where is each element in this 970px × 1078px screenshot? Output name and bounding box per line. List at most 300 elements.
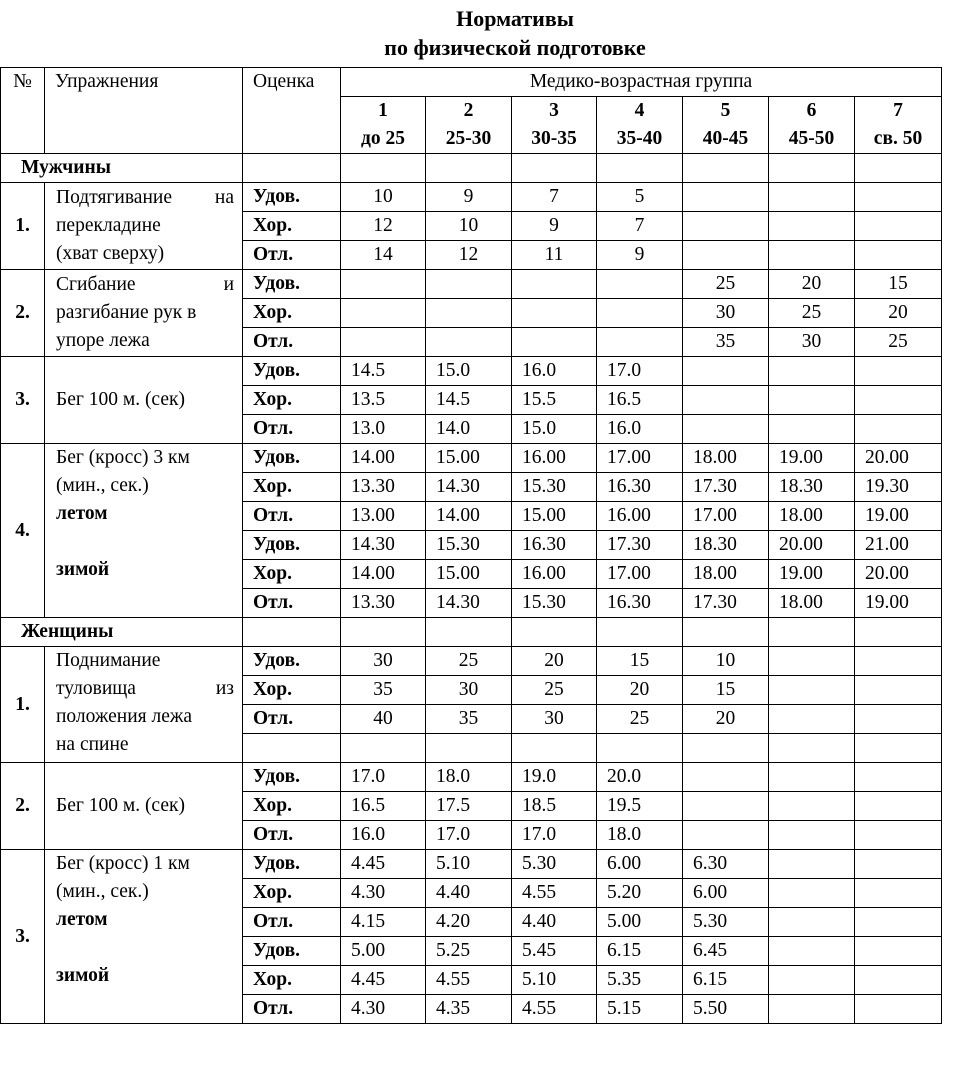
title-line-1: Нормативы bbox=[456, 6, 574, 31]
grade-label: Отл. bbox=[253, 418, 294, 439]
value-cell bbox=[683, 183, 769, 212]
empty-cell bbox=[243, 618, 341, 647]
value: 18.0 bbox=[607, 824, 642, 845]
exercise-line: Сгибание bbox=[56, 274, 136, 295]
exercise-line: положения лежа bbox=[56, 706, 193, 727]
header-group bbox=[341, 68, 942, 97]
value-cell bbox=[426, 676, 512, 705]
value: 18.00 bbox=[779, 505, 823, 526]
value: 6.15 bbox=[607, 940, 642, 961]
value-cell bbox=[341, 821, 426, 850]
value-cell bbox=[426, 705, 512, 734]
value-cell bbox=[597, 531, 683, 560]
empty-cell bbox=[769, 154, 855, 183]
grade-label: Отл. bbox=[253, 708, 294, 729]
value: 25 bbox=[629, 708, 650, 729]
group-age-label: 30-35 bbox=[531, 128, 577, 149]
table-row bbox=[1, 444, 942, 473]
value: 16.00 bbox=[522, 563, 566, 584]
value: 5.00 bbox=[607, 911, 642, 932]
value: 14.0 bbox=[436, 418, 471, 439]
value-cell bbox=[426, 473, 512, 502]
value-cell bbox=[769, 444, 855, 473]
value-cell bbox=[512, 908, 597, 937]
value: 19.30 bbox=[865, 476, 909, 497]
value: 6.15 bbox=[693, 969, 728, 990]
value: 16.5 bbox=[351, 795, 386, 816]
women-ex3-exercise bbox=[45, 850, 243, 1024]
men-ex3-num bbox=[1, 357, 45, 444]
value: 5.10 bbox=[436, 853, 471, 874]
value: 18.30 bbox=[779, 476, 823, 497]
value-cell bbox=[426, 879, 512, 908]
grade-label: Отл. bbox=[253, 911, 294, 932]
value: 20.00 bbox=[779, 534, 823, 555]
value: 16.30 bbox=[607, 592, 651, 613]
empty-cell bbox=[597, 618, 683, 647]
value-cell bbox=[597, 357, 683, 386]
value-cell bbox=[597, 966, 683, 995]
table-row bbox=[1, 270, 942, 299]
value-cell bbox=[855, 879, 942, 908]
value-cell bbox=[855, 212, 942, 241]
grade-label: Удов. bbox=[253, 766, 300, 787]
value-cell bbox=[597, 589, 683, 618]
value: 13.5 bbox=[351, 389, 386, 410]
value-cell bbox=[683, 299, 769, 328]
group-age bbox=[341, 125, 426, 154]
group-number-label: 4 bbox=[634, 100, 645, 121]
value-cell bbox=[683, 560, 769, 589]
grade-cell bbox=[243, 241, 341, 270]
value-cell bbox=[855, 705, 942, 734]
value: 12 bbox=[373, 215, 393, 236]
grade-label: Отл. bbox=[253, 824, 294, 845]
value: 25 bbox=[715, 273, 736, 294]
value-cell bbox=[341, 357, 426, 386]
value-cell bbox=[769, 386, 855, 415]
value: 19.00 bbox=[779, 447, 823, 468]
value: 7 bbox=[549, 186, 559, 207]
men-ex4-num-label: 4. bbox=[15, 519, 30, 541]
summer-label: летом bbox=[56, 503, 108, 524]
value: 12 bbox=[458, 244, 479, 265]
value-cell bbox=[512, 212, 597, 241]
value: 17.30 bbox=[693, 476, 737, 497]
grade-label: Отл. bbox=[253, 331, 294, 352]
value-cell bbox=[512, 821, 597, 850]
value-cell bbox=[683, 763, 769, 792]
men-ex2-num-label: 2. bbox=[15, 302, 30, 323]
empty-cell bbox=[512, 734, 597, 763]
value: 4.45 bbox=[351, 853, 386, 874]
group-number-label: 5 bbox=[720, 100, 731, 121]
grade-label: Отл. bbox=[253, 505, 294, 526]
value-cell bbox=[426, 792, 512, 821]
grade-cell bbox=[243, 995, 341, 1024]
value-cell bbox=[512, 328, 597, 357]
value: 14.30 bbox=[436, 592, 480, 613]
value: 10 bbox=[458, 215, 479, 236]
value-cell bbox=[341, 937, 426, 966]
value-cell bbox=[426, 357, 512, 386]
grade-cell bbox=[243, 560, 341, 589]
value-cell bbox=[597, 792, 683, 821]
value: 17.0 bbox=[607, 360, 642, 381]
value-cell bbox=[855, 763, 942, 792]
exercise-line: Бег (кросс) 1 км bbox=[56, 853, 190, 874]
value: 5.45 bbox=[522, 940, 557, 961]
value: 5.30 bbox=[522, 853, 557, 874]
value-cell bbox=[855, 937, 942, 966]
value-cell bbox=[341, 473, 426, 502]
value-cell bbox=[769, 299, 855, 328]
value-cell bbox=[855, 502, 942, 531]
value-cell bbox=[597, 937, 683, 966]
exercise-line: Бег 100 м. (сек) bbox=[56, 795, 185, 816]
value: 16.0 bbox=[607, 418, 642, 439]
value-cell bbox=[597, 850, 683, 879]
women-ex3-num-label: 3. bbox=[15, 925, 30, 947]
grade-cell bbox=[243, 966, 341, 995]
value-cell bbox=[855, 966, 942, 995]
value-cell bbox=[426, 444, 512, 473]
value: 5.20 bbox=[607, 882, 642, 903]
value-cell bbox=[341, 966, 426, 995]
group-age-label: 45-50 bbox=[788, 128, 835, 149]
table-row bbox=[1, 183, 942, 212]
table-row bbox=[1, 357, 942, 386]
grade-label: Удов. bbox=[253, 940, 300, 961]
value-cell bbox=[769, 502, 855, 531]
value-cell bbox=[341, 908, 426, 937]
value: 14 bbox=[373, 244, 393, 265]
value-cell bbox=[855, 415, 942, 444]
value-cell bbox=[855, 183, 942, 212]
value-cell bbox=[769, 705, 855, 734]
empty-cell bbox=[769, 618, 855, 647]
value: 18.30 bbox=[693, 534, 737, 555]
group-age-label: 35-40 bbox=[616, 128, 663, 149]
grade-label: Хор. bbox=[253, 215, 292, 236]
section-men-label bbox=[1, 154, 243, 183]
value: 15 bbox=[715, 679, 736, 700]
grade-cell bbox=[243, 270, 341, 299]
grade-label: Удов. bbox=[253, 186, 300, 207]
value-cell bbox=[683, 241, 769, 270]
group-number bbox=[426, 97, 512, 126]
value-cell bbox=[597, 560, 683, 589]
value-cell bbox=[512, 589, 597, 618]
value-cell bbox=[426, 299, 512, 328]
value: 15.30 bbox=[522, 476, 566, 497]
value-cell bbox=[426, 589, 512, 618]
value: 17.30 bbox=[693, 592, 737, 613]
grade-label: Отл. bbox=[253, 998, 294, 1019]
value: 16.30 bbox=[522, 534, 566, 555]
group-age bbox=[597, 125, 683, 154]
value-cell bbox=[512, 763, 597, 792]
group-number bbox=[597, 97, 683, 126]
winter-label: зимой bbox=[56, 559, 110, 580]
grade-cell bbox=[243, 589, 341, 618]
empty-cell bbox=[512, 154, 597, 183]
empty-cell bbox=[512, 618, 597, 647]
grade-cell bbox=[243, 415, 341, 444]
standards-table bbox=[0, 67, 942, 1024]
group-age-label: 25-30 bbox=[445, 128, 492, 149]
grade-cell bbox=[243, 908, 341, 937]
value: 21.00 bbox=[865, 534, 909, 555]
group-number-label: 1 bbox=[378, 100, 388, 121]
value: 5.50 bbox=[693, 998, 728, 1019]
value: 30 bbox=[715, 302, 736, 323]
empty-cell bbox=[426, 734, 512, 763]
value-cell bbox=[341, 589, 426, 618]
value: 17.5 bbox=[436, 795, 471, 816]
winter-label: зимой bbox=[56, 965, 110, 986]
value-cell bbox=[426, 502, 512, 531]
value-cell bbox=[426, 966, 512, 995]
exercise-line: (мин., сек.) bbox=[56, 881, 149, 902]
grade-cell bbox=[243, 821, 341, 850]
value-cell bbox=[683, 589, 769, 618]
document-title bbox=[0, 4, 970, 62]
grade-cell bbox=[243, 328, 341, 357]
value-cell bbox=[597, 676, 683, 705]
exercise-line: на спине bbox=[56, 734, 129, 755]
men-ex1-num-label: 1. bbox=[15, 215, 30, 236]
value-cell bbox=[855, 792, 942, 821]
grade-label: Удов. bbox=[253, 650, 300, 671]
value-cell bbox=[769, 676, 855, 705]
empty-cell bbox=[683, 734, 769, 763]
value: 15.5 bbox=[522, 389, 557, 410]
value: 4.30 bbox=[351, 882, 386, 903]
men-ex3-num-label: 3. bbox=[15, 389, 30, 410]
value-cell bbox=[426, 270, 512, 299]
value: 18.00 bbox=[693, 447, 737, 468]
grade-label: Удов. bbox=[253, 853, 300, 874]
value: 5.10 bbox=[522, 969, 557, 990]
empty-cell bbox=[341, 618, 426, 647]
group-number-label: 3 bbox=[549, 100, 559, 121]
value: 4.40 bbox=[522, 911, 557, 932]
value: 16.00 bbox=[607, 505, 651, 526]
empty-cell bbox=[855, 618, 942, 647]
value: 14.00 bbox=[351, 563, 395, 584]
women-ex1-exercise bbox=[45, 647, 243, 763]
table-row bbox=[1, 647, 942, 676]
value-cell bbox=[855, 531, 942, 560]
grade-cell bbox=[243, 386, 341, 415]
grade-label: Отл. bbox=[253, 592, 294, 613]
exercise-line: туловища bbox=[56, 678, 136, 699]
value-cell bbox=[683, 444, 769, 473]
value: 30 bbox=[373, 650, 393, 671]
header-row bbox=[1, 68, 942, 97]
value-cell bbox=[512, 705, 597, 734]
header-num bbox=[1, 68, 45, 154]
value: 9 bbox=[463, 186, 474, 207]
value: 18.5 bbox=[522, 795, 557, 816]
value: 13.0 bbox=[351, 418, 386, 439]
value-cell bbox=[426, 415, 512, 444]
value-cell bbox=[512, 647, 597, 676]
value-cell bbox=[512, 676, 597, 705]
value: 15.00 bbox=[522, 505, 566, 526]
value-cell bbox=[426, 647, 512, 676]
value-cell bbox=[426, 850, 512, 879]
men-ex2-num bbox=[1, 270, 45, 357]
value-cell bbox=[855, 473, 942, 502]
empty-cell bbox=[683, 618, 769, 647]
group-age-label: 40-45 bbox=[702, 128, 749, 149]
women-ex2-exercise bbox=[45, 763, 243, 850]
value-cell bbox=[769, 850, 855, 879]
group-number-label: 2 bbox=[463, 100, 474, 121]
value-cell bbox=[597, 502, 683, 531]
value-cell bbox=[855, 995, 942, 1024]
men-ex1-exercise bbox=[45, 183, 243, 270]
value-cell bbox=[341, 415, 426, 444]
value-cell bbox=[683, 386, 769, 415]
value-cell bbox=[769, 879, 855, 908]
value: 5 bbox=[634, 186, 645, 207]
value: 35 bbox=[373, 679, 393, 700]
men-ex4-num bbox=[1, 444, 45, 618]
value: 20 bbox=[544, 650, 564, 671]
value-cell bbox=[683, 502, 769, 531]
value: 13.00 bbox=[351, 505, 395, 526]
value-cell bbox=[683, 879, 769, 908]
value: 4.30 bbox=[351, 998, 386, 1019]
value-cell bbox=[341, 647, 426, 676]
grade-cell bbox=[243, 763, 341, 792]
value-cell bbox=[341, 328, 426, 357]
group-number bbox=[512, 97, 597, 126]
value-cell bbox=[769, 589, 855, 618]
empty-cell bbox=[426, 618, 512, 647]
value: 11 bbox=[544, 244, 564, 265]
value-cell bbox=[855, 647, 942, 676]
value-cell bbox=[769, 995, 855, 1024]
value-cell bbox=[769, 763, 855, 792]
value: 35 bbox=[458, 708, 479, 729]
value-cell bbox=[769, 821, 855, 850]
value: 15.0 bbox=[522, 418, 557, 439]
value-cell bbox=[597, 995, 683, 1024]
value-cell bbox=[597, 647, 683, 676]
value-cell bbox=[341, 241, 426, 270]
grade-cell bbox=[243, 212, 341, 241]
value-cell bbox=[426, 386, 512, 415]
value-cell bbox=[341, 386, 426, 415]
value: 13.30 bbox=[351, 592, 395, 613]
title-line-2: по физической подготовке bbox=[384, 35, 646, 60]
grade-label: Отл. bbox=[253, 244, 294, 265]
group-age bbox=[512, 125, 597, 154]
value-cell bbox=[426, 241, 512, 270]
value-cell bbox=[769, 908, 855, 937]
section-women-label bbox=[1, 618, 243, 647]
value: 14.00 bbox=[351, 447, 395, 468]
value-cell bbox=[769, 473, 855, 502]
value-cell bbox=[855, 241, 942, 270]
summer-label: летом bbox=[56, 909, 108, 930]
empty-cell bbox=[597, 734, 683, 763]
value-cell bbox=[597, 270, 683, 299]
value: 20 bbox=[715, 708, 736, 729]
women-ex1-num bbox=[1, 647, 45, 763]
value-cell bbox=[426, 212, 512, 241]
value-cell bbox=[512, 995, 597, 1024]
value-cell bbox=[855, 328, 942, 357]
header-group-label: Медико-возрастная группа bbox=[529, 71, 753, 92]
value: 6.45 bbox=[693, 940, 728, 961]
value-cell bbox=[769, 212, 855, 241]
grade-label: Хор. bbox=[253, 969, 292, 990]
value-cell bbox=[769, 357, 855, 386]
value-cell bbox=[341, 995, 426, 1024]
value-cell bbox=[597, 183, 683, 212]
grade-cell bbox=[243, 357, 341, 386]
value-cell bbox=[683, 676, 769, 705]
value-cell bbox=[341, 676, 426, 705]
value-cell bbox=[769, 647, 855, 676]
value: 5.00 bbox=[351, 940, 386, 961]
value-cell bbox=[683, 328, 769, 357]
grade-cell bbox=[243, 444, 341, 473]
value-cell bbox=[341, 879, 426, 908]
value: 14.30 bbox=[351, 534, 395, 555]
value-cell bbox=[769, 241, 855, 270]
value-cell bbox=[855, 560, 942, 589]
value: 17.0 bbox=[436, 824, 471, 845]
value-cell bbox=[683, 212, 769, 241]
header-exercise bbox=[45, 68, 243, 154]
value-cell bbox=[683, 415, 769, 444]
group-number bbox=[855, 97, 942, 126]
exercise-line: (мин., сек.) bbox=[56, 475, 149, 496]
section-women-text: Женщины bbox=[21, 621, 114, 642]
exercise-line: из bbox=[215, 678, 234, 699]
value-cell bbox=[426, 763, 512, 792]
value: 20 bbox=[801, 273, 822, 294]
value: 18.00 bbox=[779, 592, 823, 613]
group-number bbox=[769, 97, 855, 126]
empty-cell bbox=[243, 734, 341, 763]
value: 14.00 bbox=[436, 505, 480, 526]
value-cell bbox=[597, 705, 683, 734]
value-cell bbox=[341, 270, 426, 299]
exercise-line: Подтягивание на bbox=[56, 187, 234, 208]
grade-label: Хор. bbox=[253, 795, 292, 816]
value-cell bbox=[341, 792, 426, 821]
value-cell bbox=[512, 560, 597, 589]
grade-cell bbox=[243, 473, 341, 502]
value-cell bbox=[683, 270, 769, 299]
value-cell bbox=[855, 386, 942, 415]
women-ex1-num-label: 1. bbox=[15, 693, 30, 715]
value-cell bbox=[683, 705, 769, 734]
value: 4.20 bbox=[436, 911, 471, 932]
grade-label: Хор. bbox=[253, 882, 292, 903]
value-cell bbox=[597, 328, 683, 357]
men-ex1-num bbox=[1, 183, 45, 270]
value-cell bbox=[683, 995, 769, 1024]
value-cell bbox=[855, 270, 942, 299]
